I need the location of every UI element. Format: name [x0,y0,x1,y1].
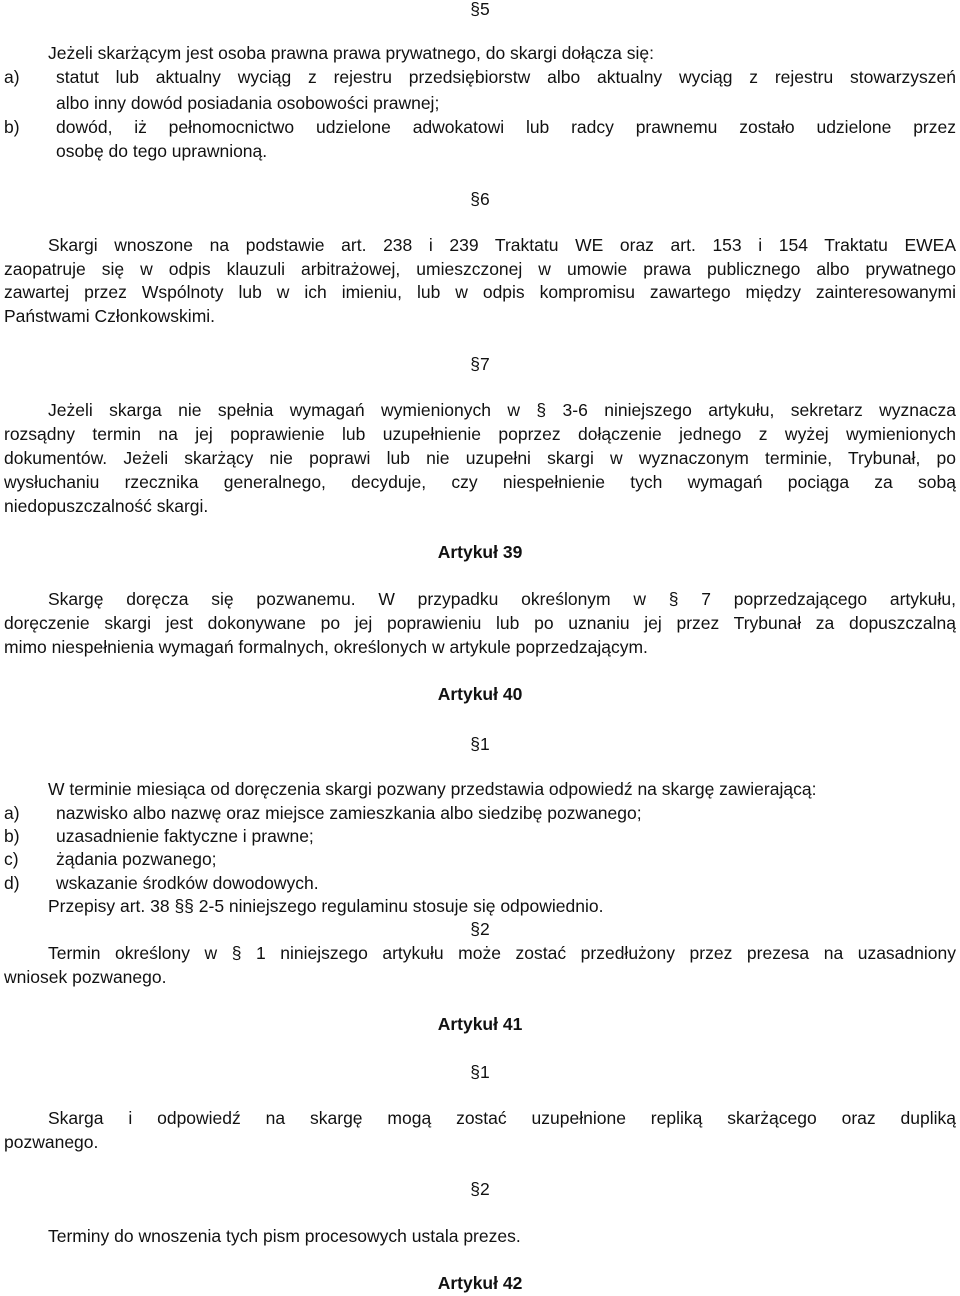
article-40-item-d: wskazanie środków dowodowych. [56,873,319,893]
section-5-item-a-line-1: statut lub aktualny wyciąg z rejestru przedsiębiorstw albo aktualny wyciąg z rejestru stowarzyszeń [56,67,956,87]
section-5-item-b-line-1: dowód, iż pełnomocnictwo udzielone adwokatowi lub radcy prawnemu zostało udzielone przez [56,117,956,137]
article-41-heading: Artykuł 41 [437,1014,523,1034]
article-40-item-a: nazwisko albo nazwę oraz miejsce zamieszkania albo siedzibę pozwanego; [56,803,642,823]
section-7-line-4: wysłuchaniu rzecznika generalnego, decyduje, czy niespełnienie tych wymagań pociąga za sobą [4,472,956,492]
article-40-item-c: żądania pozwanego; [56,849,217,869]
article-41-section-1-heading: §1 [470,1062,490,1082]
section-6-heading: §6 [470,189,490,209]
list-marker-a: a) [4,803,20,823]
section-7-line-3: dokumentów. Jeżeli skarżący nie poprawi lub nie uzupełni skargi w wyznaczonym terminie, Trybunał, po [4,448,956,468]
article-41-section-2-heading: §2 [470,1179,490,1199]
article-41-section-1-line-2: pozwanego. [4,1132,99,1152]
section-5-intro: Jeżeli skarżącym jest osoba prawna prawa prywatnego, do skargi dołącza się: [48,43,654,63]
list-marker-c: c) [4,849,19,869]
section-6-line-2: zaopatruje się w odpis klauzuli arbitrażowej, umieszczonej w umowie prawa publicznego albo prywatnego [4,259,956,279]
article-40-intro: W terminie miesiąca od doręczenia skargi pozwany przedstawia odpowiedź na skargę zawierającą: [48,779,817,799]
section-5-item-b-line-2: osobę do tego uprawnioną. [56,141,268,161]
article-39-heading: Artykuł 39 [437,542,523,562]
article-41-section-1-line-1: Skarga i odpowiedź na skargę mogą zostać uzupełnione repliką skarżącego oraz dupliką [48,1108,956,1128]
section-6-line-3: zawartej przez Wspólnoty lub w ich imieniu, lub w odpis kompromisu zawartego między zainteresowanymi [4,282,956,302]
article-40-section-2-line-1: Termin określony w § 1 niniejszego artykułu może zostać przedłużony przez prezesa na uzasadniony [48,943,956,963]
article-39-line-3: mimo niespełnienia wymagań formalnych, określonych w artykule poprzedzającym. [4,637,648,657]
section-7-line-5: niedopuszczalność skargi. [4,496,209,516]
list-marker-a: a) [4,67,20,87]
section-7-heading: §7 [470,354,490,374]
section-7-line-2: rozsądny termin na jej poprawienie lub uzupełnienie poprzez dołączenie jednego z wyżej wymienionych [4,424,956,444]
section-6-line-4: Państwami Członkowskimi. [4,306,216,326]
section-5-heading: §5 [470,0,490,19]
section-7-line-1: Jeżeli skarga nie spełnia wymagań wymienionych w § 3-6 niniejszego artykułu, sekretarz wyznacza [48,400,956,420]
section-5-item-a-line-2: albo inny dowód posiadania osobowości prawnej; [56,93,440,113]
article-40-closing: Przepisy art. 38 §§ 2-5 niniejszego regulaminu stosuje się odpowiednio. [48,896,604,916]
article-40-section-2-line-2: wniosek pozwanego. [4,967,167,987]
section-6-line-1: Skargi wnoszone na podstawie art. 238 i 239 Traktatu WE oraz art. 153 i 154 Traktatu EWEA [48,235,956,255]
article-40-heading: Artykuł 40 [437,684,523,704]
article-40-section-1-heading: §1 [470,734,490,754]
list-marker-b: b) [4,826,20,846]
article-40-section-2-heading: §2 [470,919,490,939]
article-40-item-b: uzasadnienie faktyczne i prawne; [56,826,314,846]
list-marker-b: b) [4,117,20,137]
article-42-heading: Artykuł 42 [437,1273,523,1293]
article-39-line-1: Skargę doręcza się pozwanemu. W przypadku określonym w § 7 poprzedzającego artykułu, [48,589,956,609]
list-marker-d: d) [4,873,20,893]
article-41-section-2-line-1: Terminy do wnoszenia tych pism procesowych ustala prezes. [48,1226,521,1246]
article-39-line-2: doręczenie skargi jest dokonywane po jej poprawieniu lub po uznaniu jej przez Trybunał za dopuszczalną [4,613,956,633]
